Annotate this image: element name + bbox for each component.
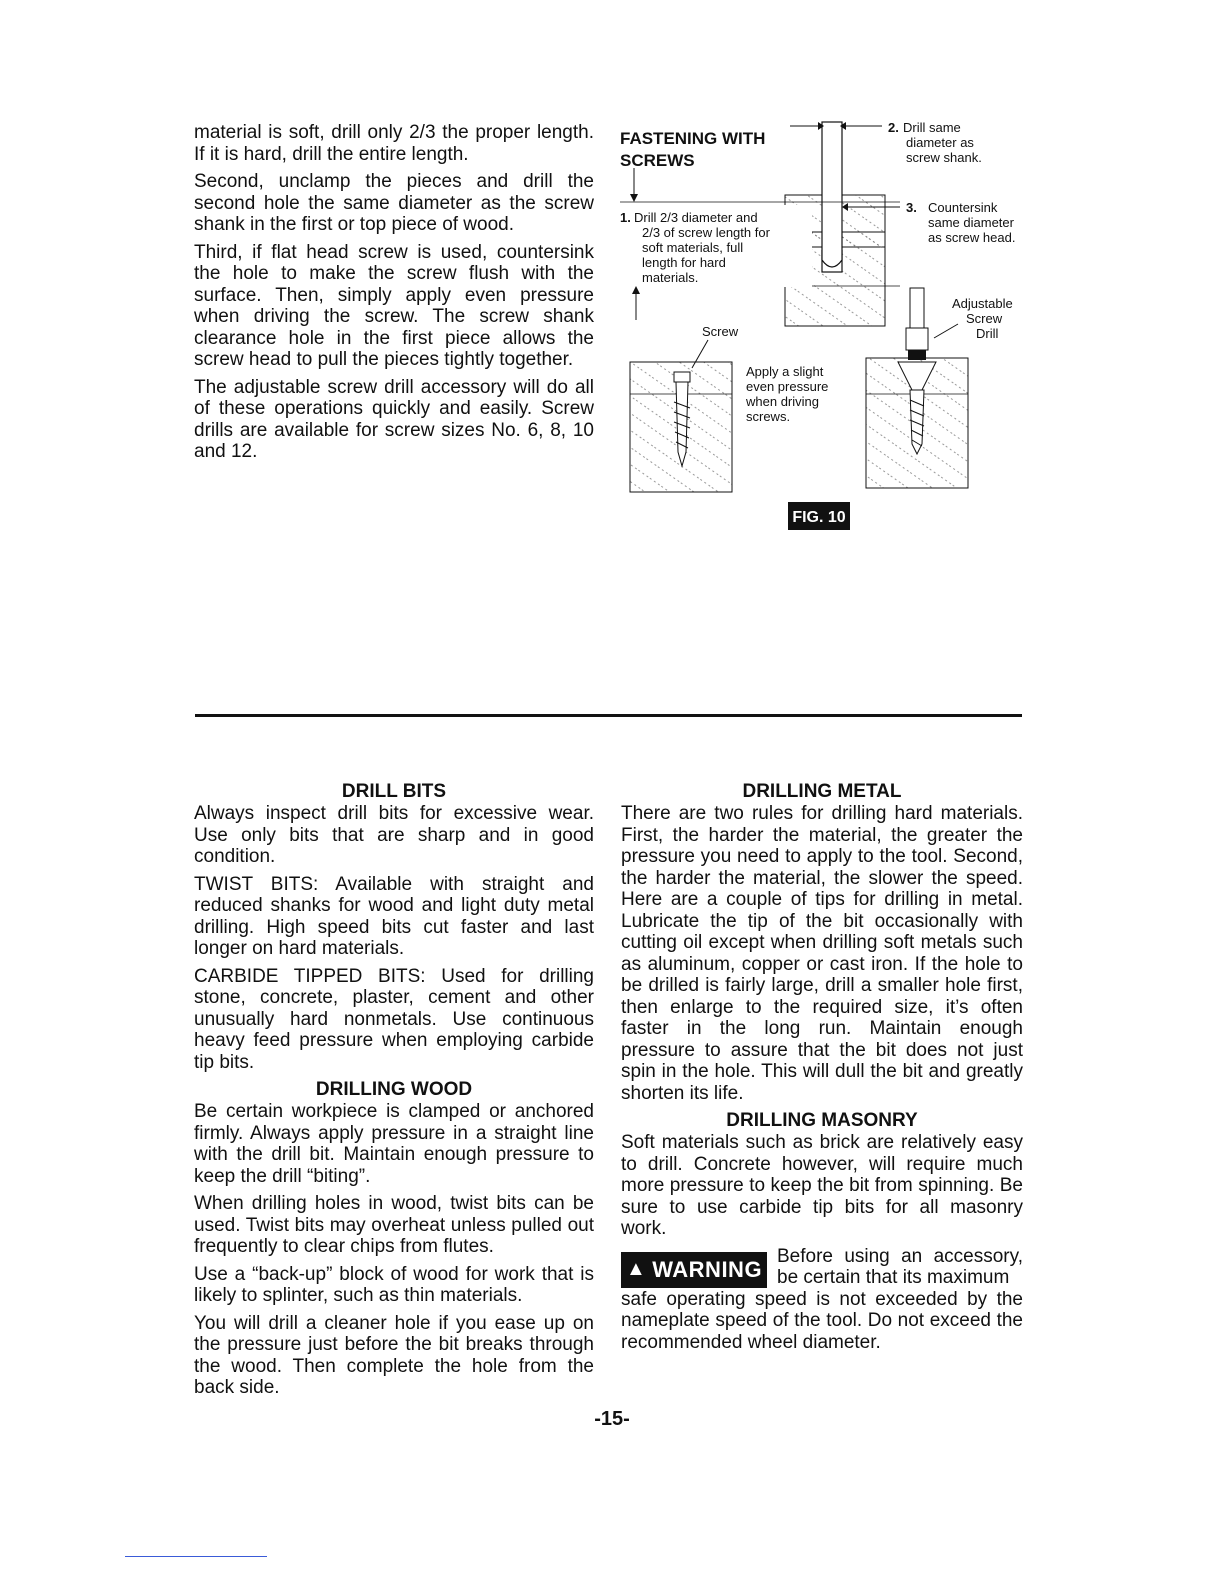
step3-line: as screw head. bbox=[928, 230, 1016, 245]
step1-line: materials. bbox=[642, 270, 699, 285]
drilling-masonry-paragraph: Soft materials such as brick are relatively easy to drill. Concrete however, will require much more pressure to keep the bit from spinning. Be sure to use carbide tip bits for all masonry work. bbox=[621, 1132, 1023, 1239]
step3-number: 3. bbox=[906, 200, 917, 215]
drilling-masonry-heading: DRILLING MASONRY bbox=[726, 1110, 918, 1131]
arrow-icon bbox=[630, 194, 638, 202]
drill-bits-paragraph: Always inspect drill bits for excessive wear. Use only bits that are sharp and in good condition. bbox=[194, 803, 594, 867]
right-column bbox=[621, 781, 1023, 1359]
warning-badge-label: WARNING bbox=[652, 1256, 763, 1282]
drilling-wood-paragraph: Be certain workpiece is clamped or anchored firmly. Always apply pressure in a straight line with the drill bit. Maintain enough pressure to keep the drill “biting”. bbox=[194, 1101, 594, 1187]
drill-bits-paragraph: CARBIDE TIPPED BITS: Used for drilling stone, concrete, plaster, cement and other unusually hard nonmetals. Use continuous heavy feed pressure when employing carbide tip bits. bbox=[194, 965, 594, 1073]
step1-line: Drill 2/3 diameter and bbox=[634, 210, 758, 225]
arrow-icon bbox=[632, 286, 640, 294]
screw-label: Screw bbox=[702, 324, 739, 339]
step1-line: length for hard bbox=[642, 255, 726, 270]
drilling-wood-paragraph: You will drill a cleaner hole if you ease up on the pressure just before the bit breaks through the wood. Then complete the hole from the back side. bbox=[194, 1312, 594, 1398]
drill-label-line: Screw bbox=[966, 311, 1003, 326]
step2-line: Drill same bbox=[903, 120, 961, 135]
apply-line: when driving bbox=[746, 394, 819, 409]
apply-line: Apply a slight bbox=[746, 364, 824, 379]
step3-line: Countersink bbox=[928, 200, 998, 215]
drill-collar bbox=[906, 328, 928, 350]
figure-title-line2: SCREWS bbox=[620, 151, 695, 170]
intro-paragraph: Third, if flat head screw is used, countersink the hole to make the screw flush with the surface. Then, simply apply even pressure when driving the screw. The screw shank clearance hole in the first piece allows the screw head to pull the pieces tightly together. bbox=[194, 241, 594, 370]
step1-line: 2/3 of screw length for bbox=[642, 225, 770, 240]
drill-label-line: Adjustable bbox=[952, 296, 1013, 311]
warning-block bbox=[621, 1246, 1023, 1289]
screw-head bbox=[674, 372, 690, 382]
section-divider bbox=[195, 714, 1022, 717]
apply-line: even pressure bbox=[746, 379, 829, 394]
drilling-wood-paragraph: Use a “back-up” block of wood for work that is likely to splinter, such as thin materials. bbox=[194, 1263, 594, 1306]
intro-paragraph: material is soft, drill only 2/3 the proper length. If it is hard, drill the entire length. bbox=[194, 122, 594, 165]
warning-text-rest: safe operating speed is not exceeded by the nameplate speed of the tool. Do not exceed the recommended wheel diameter. bbox=[621, 1288, 1023, 1353]
drilling-metal-paragraph: There are two rules for drilling hard materials. First, the harder the material, the greater the pressure you need to apply to the tool. Second, the harder the material, the slower the speed. Here are a couple of tips for drilling in metal. Lubricate the tip of the bit occasionally with cutting oil except when drilling soft metals such as aluminum, copper or cast iron. If the hole to be drilled is fairly large, drill a smaller hole first, then enlarge to the required size, it’s often faster in the long run. Maintain enough pressure to assure that the bit does not just spin in the hole. This will dull the bit and greatly shorten its life. bbox=[621, 803, 1023, 1104]
drilling-wood-heading: DRILLING WOOD bbox=[315, 1079, 473, 1100]
step2-line: diameter as bbox=[906, 135, 974, 150]
drill-bits-paragraph: TWIST BITS: Available with straight and reduced shanks for wood and light duty metal drilling. High speed bits cut faster and last longer on hard materials. bbox=[194, 873, 594, 959]
fastening-screws-figure bbox=[600, 110, 1040, 550]
drilling-metal-heading: DRILLING METAL bbox=[742, 781, 902, 802]
step2-number: 2. bbox=[888, 120, 899, 135]
figure-label: FIG. 10 bbox=[792, 509, 846, 526]
step3-line: same diameter bbox=[928, 215, 1014, 230]
warning-triangle-icon: ▲ bbox=[625, 1258, 647, 1280]
step1-line: soft materials, full bbox=[642, 240, 744, 255]
warning-badge bbox=[621, 1252, 767, 1288]
figure-title-line1: FASTENING WITH bbox=[620, 129, 766, 148]
drill-bits-heading: DRILL BITS bbox=[341, 781, 447, 802]
left-column bbox=[194, 781, 594, 1405]
drill-bit bbox=[910, 390, 924, 454]
page-number: -15- bbox=[594, 1408, 630, 1430]
drill-label-line: Drill bbox=[976, 326, 999, 341]
footer-line bbox=[125, 1556, 267, 1557]
step1-number: 1. bbox=[620, 210, 631, 225]
drilling-wood-paragraph: When drilling holes in wood, twist bits can be used. Twist bits may overheat unless pulled out frequently to clear chips from flutes. bbox=[194, 1193, 594, 1257]
drilled-hole bbox=[822, 122, 842, 272]
intro-text bbox=[194, 122, 594, 469]
apply-line: screws. bbox=[746, 409, 791, 424]
step2-line: screw shank. bbox=[906, 150, 982, 165]
warning-text-first: Before using an accessory, be certain that its maximum bbox=[777, 1245, 1023, 1288]
drill-chuck bbox=[910, 288, 924, 328]
intro-paragraph: Second, unclamp the pieces and drill the second hole the same diameter as the screw shank in the first or top piece of wood. bbox=[194, 171, 594, 235]
drill-stop bbox=[908, 350, 926, 360]
intro-paragraph: The adjustable screw drill accessory will do all of these operations quickly and easily. Screw drills are available for screw sizes No. 6, 8, 10 and 12. bbox=[194, 376, 594, 462]
